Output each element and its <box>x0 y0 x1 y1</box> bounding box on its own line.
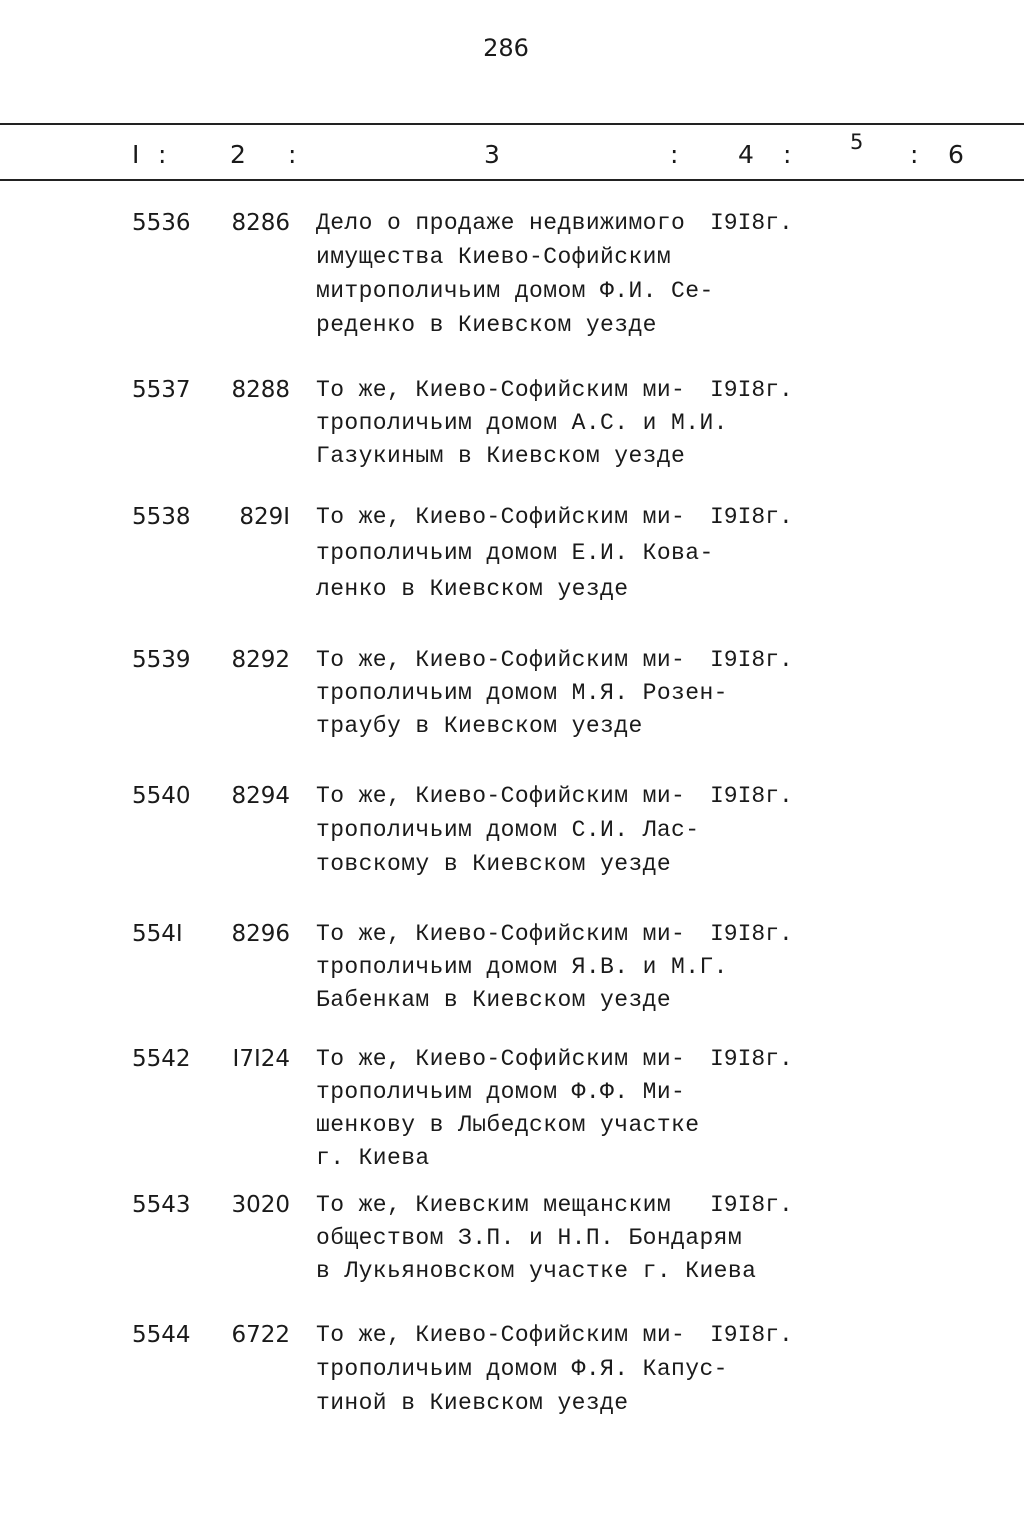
entry-year: I9I8г. <box>710 1322 793 1348</box>
file-number: 3020 <box>231 1192 290 1218</box>
col-header-4: 4 <box>738 140 754 169</box>
entry-number: 5536 <box>132 210 191 236</box>
entry-number: 5540 <box>132 783 191 809</box>
entry-year: I9I8г. <box>710 1192 793 1218</box>
description-line: траубу в Киевском уезде <box>316 713 643 739</box>
entry-year: I9I8г. <box>710 921 793 947</box>
description-line: То же, Киево-Софийским ми- <box>316 1046 686 1072</box>
file-number: 8288 <box>231 377 290 403</box>
description-line: г. Киева <box>316 1145 430 1171</box>
col-separator: : <box>670 140 679 169</box>
entry-year: I9I8г. <box>710 377 793 403</box>
entry-year: I9I8г. <box>710 210 793 236</box>
description-line: ленко в Киевском уезде <box>316 576 629 602</box>
description-line: трополичьим домом Я.В. и М.Г. <box>316 954 728 980</box>
file-number: 829I <box>239 504 290 530</box>
description-line: То же, Киево-Софийским ми- <box>316 377 686 403</box>
header-top-rule <box>0 123 1024 125</box>
entry-number: 5539 <box>132 647 191 673</box>
col-separator: : <box>158 140 167 169</box>
page-number: 286 <box>483 34 529 62</box>
description-line: имущества Киево-Софийским <box>316 244 672 270</box>
file-number: I7I24 <box>232 1046 290 1072</box>
file-number: 8294 <box>231 783 290 809</box>
description-line: шенкову в Лыбедском участке <box>316 1112 700 1138</box>
entry-year: I9I8г. <box>710 1046 793 1072</box>
file-number: 8286 <box>231 210 290 236</box>
description-line: обществом З.П. и Н.П. Бондарям <box>316 1225 743 1251</box>
description-line: трополичьим домом Е.И. Кова- <box>316 540 714 566</box>
entry-number: 5544 <box>132 1322 191 1348</box>
col-header-3: 3 <box>484 140 500 169</box>
description-line: Газукиным в Киевском уезде <box>316 443 686 469</box>
description-line: Бабенкам в Киевском уезде <box>316 987 672 1013</box>
description-line: Дело о продаже недвижимого <box>316 210 686 236</box>
description-line: трополичьим домом Ф.Я. Капус- <box>316 1356 728 1382</box>
description-line: трополичьим домом А.С. и М.И. <box>316 410 728 436</box>
description-line: То же, Киево-Софийским ми- <box>316 504 686 530</box>
col-header-5: 5 <box>850 130 864 154</box>
entry-number: 5543 <box>132 1192 191 1218</box>
file-number: 8296 <box>231 921 290 947</box>
col-header-2: 2 <box>230 140 246 169</box>
col-separator: : <box>288 140 297 169</box>
entry-number: 5537 <box>132 377 191 403</box>
description-line: в Лукьяновском участке г. Киева <box>316 1258 757 1284</box>
description-line: реденко в Киевском уезде <box>316 312 657 338</box>
description-line: То же, Киево-Софийским ми- <box>316 1322 686 1348</box>
entry-number: 5542 <box>132 1046 191 1072</box>
description-line: митрополичьим домом Ф.И. Се- <box>316 278 714 304</box>
entry-number: 5538 <box>132 504 191 530</box>
description-line: трополичьим домом С.И. Лас- <box>316 817 700 843</box>
description-line: То же, Киево-Софийским ми- <box>316 921 686 947</box>
col-separator: : <box>783 140 792 169</box>
col-header-6: 6 <box>948 140 964 169</box>
description-line: То же, Киево-Софийским ми- <box>316 647 686 673</box>
description-line: То же, Киевским мещанским <box>316 1192 672 1218</box>
description-line: То же, Киево-Софийским ми- <box>316 783 686 809</box>
col-header-1: I <box>132 140 140 169</box>
description-line: тиной в Киевском уезде <box>316 1390 629 1416</box>
description-line: товскому в Киевском уезде <box>316 851 672 877</box>
entry-year: I9I8г. <box>710 504 793 530</box>
file-number: 8292 <box>231 647 290 673</box>
header-bottom-rule <box>0 179 1024 181</box>
entry-number: 554I <box>132 921 183 947</box>
description-line: трополичьим домом М.Я. Розен- <box>316 680 728 706</box>
file-number: 6722 <box>231 1322 290 1348</box>
entry-year: I9I8г. <box>710 647 793 673</box>
entry-year: I9I8г. <box>710 783 793 809</box>
description-line: трополичьим домом Ф.Ф. Ми- <box>316 1079 686 1105</box>
col-separator: : <box>910 140 919 169</box>
